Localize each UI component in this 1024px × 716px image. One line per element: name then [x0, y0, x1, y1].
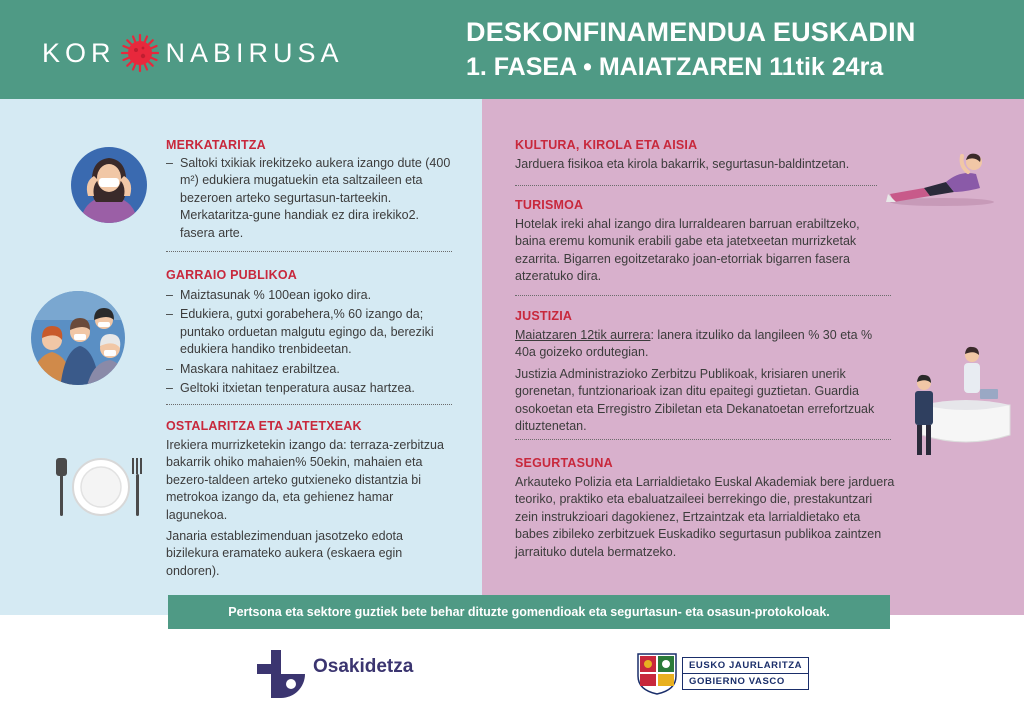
divider — [515, 185, 877, 186]
ostalaritza-text — [166, 437, 456, 580]
divider — [515, 295, 891, 296]
garraio-bullet-4: – Geltoki itxietan tenperatura ausaz hartzea. — [166, 380, 458, 397]
segurtasuna-text: Arkauteko Polizia eta Larrialdietako Euskal Akademiak bere jarduera teoriko, praktiko eta ebaluatzaileei berrekingo die, prestakuntzari zein instrukzioari dagokienez, Ertzaintzak eta larrialdietako eta babes zibileko zerbitzuek Euskadiko segurtasun publikoa zaintzen jarraituko dutela bermatzeko. — [515, 475, 895, 559]
section-title-garraio-publikoa: GARRAIO PUBLIKOA — [166, 268, 297, 282]
page-title: DESKONFINAMENDUA EUSKADIN — [466, 17, 916, 47]
merkataritza-text — [166, 155, 456, 242]
coronavirus-icon — [120, 33, 160, 73]
divider — [515, 439, 891, 440]
people-on-transport-illustration — [30, 290, 126, 386]
justice-reception-illustration — [906, 345, 1012, 459]
section-title-ostalaritza: OSTALARITZA ETA JATETXEAK — [166, 419, 362, 433]
justizia-text — [515, 327, 885, 435]
garraio-text — [166, 287, 458, 397]
osakidetza-name: Osakidetza — [313, 656, 414, 677]
gv-line-1: EUSKO JAURLARITZA — [689, 659, 803, 671]
divider — [166, 404, 452, 405]
divider — [166, 251, 452, 252]
coat-of-arms-icon — [636, 650, 678, 696]
logo-text-right: NABIRUSA — [165, 37, 344, 68]
gobierno-vasco-text — [682, 657, 809, 690]
ostalaritza-paragraph-2: Janaria establezimenduan jasotzeko edota bizilekura eramateko aukera (eskaera egin ondoren). — [166, 529, 403, 578]
section-title-justizia: JUSTIZIA — [515, 309, 573, 323]
garraio-bullet-2: – Edukiera, gutxi gorabehera,% 60 izango da; puntako orduetan malgutu egingo da, bereziki edukiera handiko trenbideetan. — [166, 306, 458, 358]
logo-text-left: KOR — [42, 37, 116, 68]
section-title-turismoa: TURISMOA — [515, 198, 584, 212]
plate-and-cutlery-icon — [56, 456, 146, 518]
garraio-bullet-3: – Maskara nahitaez erabiltzea. — [166, 361, 458, 378]
garraio-bullet-1: – Maiztasunak % 100ean igoko dira. — [166, 287, 458, 304]
kultura-text: Jarduera fisikoa eta kirola bakarrik, segurtasun-baldintzetan. — [515, 157, 850, 171]
section-title-merkataritza: MERKATARITZA — [166, 138, 266, 152]
koronabirusa-logo — [42, 33, 344, 73]
page-subtitle: 1. FASEA • MAIATZAREN 11tik 24ra — [466, 53, 884, 81]
justizia-paragraph-2: Justizia Administrazioko Zerbitzu Publikoak, krisiaren unerik gorenetan, funtzionarioak izan ditu epaitegi guztietan. Guardia osokoetan eta Erregistro Zibiletan eta Dekanatoetan errefortzuak dituztenetan. — [515, 366, 875, 434]
osakidetza-logo — [257, 650, 413, 698]
header-banner — [0, 0, 1024, 99]
section-title-kultura: KULTURA, KIROLA ETA AISIA — [515, 138, 698, 152]
person-exercising-illustration — [884, 148, 994, 208]
gobierno-vasco-logo — [636, 650, 809, 696]
osakidetza-cross-icon — [257, 650, 305, 698]
justizia-paragraph-1 — [515, 327, 885, 362]
recommendation-banner: Pertsona eta sektore guztiek bete behar dituzte gomendioak eta segurtasun- eta osasun-protokoloak. — [168, 595, 890, 629]
justizia-paragraph-1-rest: : lanera itzuliko da langileen % 30 eta % 40a goizeko ordutegian. — [515, 328, 873, 360]
justizia-date: Maiatzaren 12tik aurrera — [515, 328, 651, 342]
merkataritza-bullet: – Saltoki txikiak irekitzeko aukera izango dute (400 m²) edukiera mugatuekin eta saltzaileen eta bezeroen arteko segurtasun-tarteekin. Merkataritza-gune handiak ez dira irekiko2. fasera arte. — [166, 155, 456, 242]
woman-with-mask-illustration — [70, 146, 148, 224]
section-title-segurtasuna: SEGURTASUNA — [515, 456, 613, 470]
gv-line-2: GOBIERNO VASCO — [683, 673, 808, 689]
ostalaritza-paragraph-1: Irekiera murrizketekin izango da: terraza-zerbitzua bakarrik ohiko mahaien% 50ekin, mahaien eta bezero-taldeen arteko gutxieneko distantzia bi metrokoa izango da, eta gehienez hamar lagunekoa. — [166, 438, 444, 522]
turismoa-text: Hotelak ireki ahal izango dira lurraldearen barruan erabiltzeko, baina eremu komunik erabili gabe eta jatetxeetan murrizketak ezarrita. Bigarren egoitzetarako joan-etorriak bigarren fasera atzeratuko dira. — [515, 217, 860, 284]
